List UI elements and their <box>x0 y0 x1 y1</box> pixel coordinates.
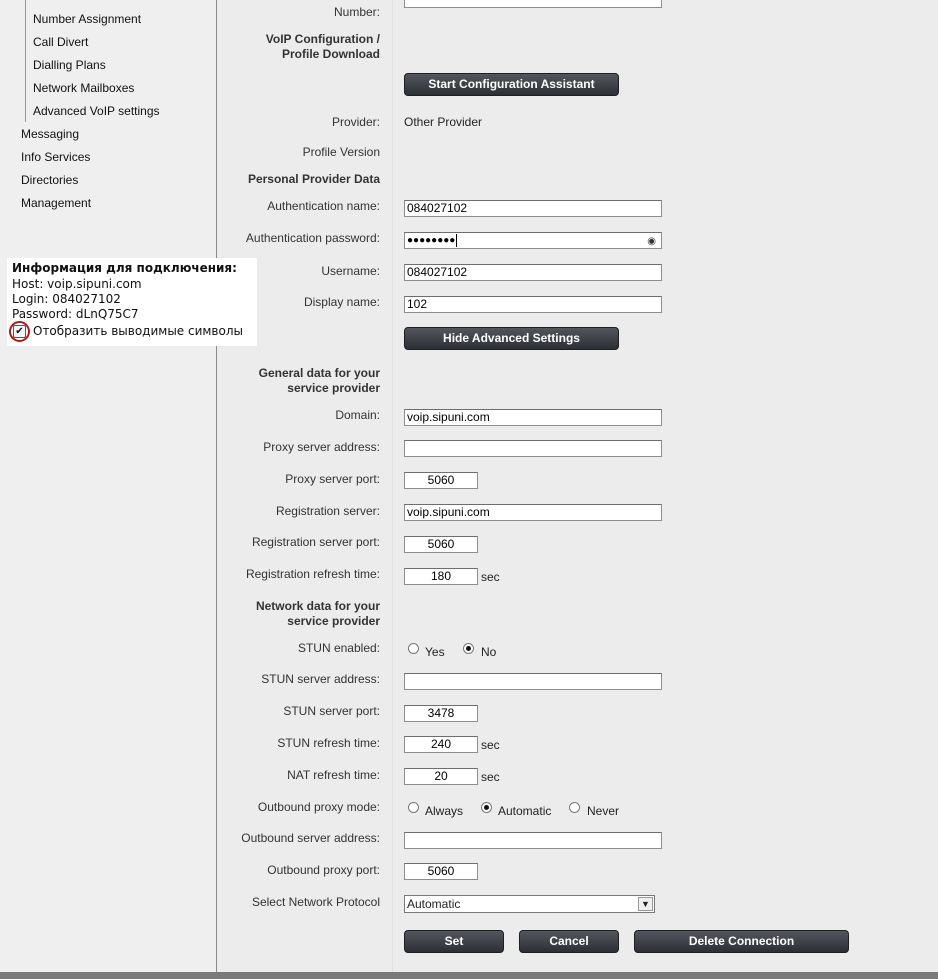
text-caret <box>456 234 457 247</box>
stun-address-input[interactable] <box>404 673 662 690</box>
sidebar-item-dialling-plans[interactable]: Dialling Plans <box>33 58 106 72</box>
network-data-heading <box>256 599 380 629</box>
nat-refresh-unit: sec <box>481 770 500 784</box>
network-protocol-select[interactable] <box>404 895 655 913</box>
connection-info-password: Password: dLnQ75C7 <box>12 307 139 321</box>
stun-no-label: No <box>481 645 497 659</box>
auth-password-label: Authentication password: <box>245 231 380 245</box>
delete-connection-button[interactable]: Delete Connection <box>634 930 849 953</box>
registration-port-label: Registration server port: <box>251 535 380 549</box>
voip-config-heading-line2: Profile Download <box>281 47 380 61</box>
stun-enabled-label: STUN enabled: <box>297 641 380 655</box>
sidebar-item-directories[interactable]: Directories <box>21 173 79 187</box>
show-characters-label: Отобразить выводимые символы <box>33 324 243 338</box>
general-data-heading-line2: service provider <box>287 381 380 395</box>
stun-port-input[interactable]: 3478 <box>404 705 478 722</box>
registration-port-input[interactable]: 5060 <box>404 536 478 553</box>
column-divider <box>392 0 393 972</box>
auth-password-dots: ●●●●●●●● <box>407 235 456 246</box>
number-label: Number: <box>333 5 380 19</box>
outbound-address-input[interactable] <box>404 832 662 849</box>
voip-config-heading <box>266 32 380 62</box>
window-bottom-edge <box>0 972 938 979</box>
sidebar-item-network-mailboxes[interactable]: Network Mailboxes <box>33 81 135 95</box>
network-protocol-label: Select Network Protocol <box>251 895 380 909</box>
registration-refresh-label: Registration refresh time: <box>245 567 380 581</box>
registration-server-label: Registration server: <box>275 504 380 518</box>
provider-value: Other Provider <box>404 115 483 129</box>
network-data-heading-line1: Network data for your <box>255 599 380 613</box>
sidebar <box>0 0 217 972</box>
sidebar-item-number-assignment[interactable]: Number Assignment <box>33 12 142 26</box>
stun-no-radio[interactable] <box>463 643 474 654</box>
outbound-mode-label: Outbound proxy mode: <box>257 800 380 814</box>
outbound-always-label: Always <box>425 804 464 818</box>
nat-refresh-input[interactable]: 20 <box>404 768 478 785</box>
proxy-address-input[interactable] <box>404 440 662 457</box>
sidebar-item-info-services[interactable]: Info Services <box>21 150 91 164</box>
set-button[interactable]: Set <box>404 930 504 953</box>
username-input[interactable]: 084027102 <box>404 264 662 281</box>
sidebar-item-management[interactable]: Management <box>21 196 92 210</box>
voip-config-heading-line1: VoIP Configuration / <box>265 32 380 46</box>
registration-refresh-unit: sec <box>481 570 500 584</box>
stun-refresh-unit: sec <box>481 738 500 752</box>
nat-refresh-label: NAT refresh time: <box>287 768 380 782</box>
outbound-never-label: Never <box>587 804 620 818</box>
display-name-label: Display name: <box>303 295 380 309</box>
display-name-input[interactable]: 102 <box>404 296 662 313</box>
stun-address-label: STUN server address: <box>261 672 380 686</box>
profile-version-label: Profile Version <box>302 145 380 159</box>
stun-port-label: STUN server port: <box>283 704 380 718</box>
stun-refresh-input[interactable]: 240 <box>404 736 478 753</box>
general-data-heading <box>259 366 380 396</box>
proxy-port-input[interactable]: 5060 <box>404 472 478 489</box>
domain-input[interactable]: voip.sipuni.com <box>404 409 662 426</box>
general-data-heading-line1: General data for your <box>258 366 380 380</box>
reveal-password-icon[interactable]: ◉ <box>647 236 656 247</box>
start-configuration-assistant-button[interactable]: Start Configuration Assistant <box>404 73 619 96</box>
sidebar-tree-line <box>25 0 26 122</box>
outbound-never-radio[interactable] <box>569 802 580 813</box>
network-protocol-value: Automatic <box>407 897 461 911</box>
connection-info-host: Host: voip.sipuni.com <box>12 277 142 291</box>
sidebar-item-call-divert[interactable]: Call Divert <box>33 35 89 49</box>
cancel-button[interactable]: Cancel <box>519 930 619 953</box>
auth-password-input[interactable] <box>404 232 662 249</box>
stun-yes-label: Yes <box>425 645 445 659</box>
connection-info-title: Информация для подключения: <box>12 261 237 275</box>
domain-label: Domain: <box>335 408 380 422</box>
settings-form <box>217 0 938 972</box>
stun-yes-radio[interactable] <box>408 643 419 654</box>
personal-provider-data-heading: Personal Provider Data <box>247 172 380 186</box>
outbound-automatic-radio[interactable] <box>481 802 492 813</box>
proxy-address-label: Proxy server address: <box>263 440 380 454</box>
sidebar-item-advanced-voip[interactable]: Advanced VoIP settings <box>33 104 160 118</box>
show-characters-checkbox[interactable]: ✔ <box>13 325 26 338</box>
username-label: Username: <box>321 264 380 278</box>
auth-name-label: Authentication name: <box>267 199 380 213</box>
outbound-address-label: Outbound server address: <box>241 831 380 845</box>
connection-info-login: Login: 084027102 <box>12 292 121 306</box>
stun-refresh-label: STUN refresh time: <box>277 736 380 750</box>
outbound-port-label: Outbound proxy port: <box>267 863 380 877</box>
hide-advanced-settings-button[interactable]: Hide Advanced Settings <box>404 327 619 350</box>
number-input[interactable] <box>404 0 662 8</box>
auth-name-input[interactable]: 084027102 <box>404 200 662 217</box>
network-data-heading-line2: service provider <box>287 614 380 628</box>
provider-label: Provider: <box>331 115 380 129</box>
registration-refresh-input[interactable]: 180 <box>404 568 478 585</box>
outbound-automatic-label: Automatic <box>498 804 552 818</box>
connection-info-box <box>7 258 257 346</box>
chevron-down-icon[interactable]: ▼ <box>638 897 653 911</box>
registration-server-input[interactable]: voip.sipuni.com <box>404 504 662 521</box>
outbound-always-radio[interactable] <box>408 802 419 813</box>
proxy-port-label: Proxy server port: <box>285 472 380 486</box>
sidebar-item-messaging[interactable]: Messaging <box>21 127 80 141</box>
outbound-port-input[interactable]: 5060 <box>404 863 478 880</box>
